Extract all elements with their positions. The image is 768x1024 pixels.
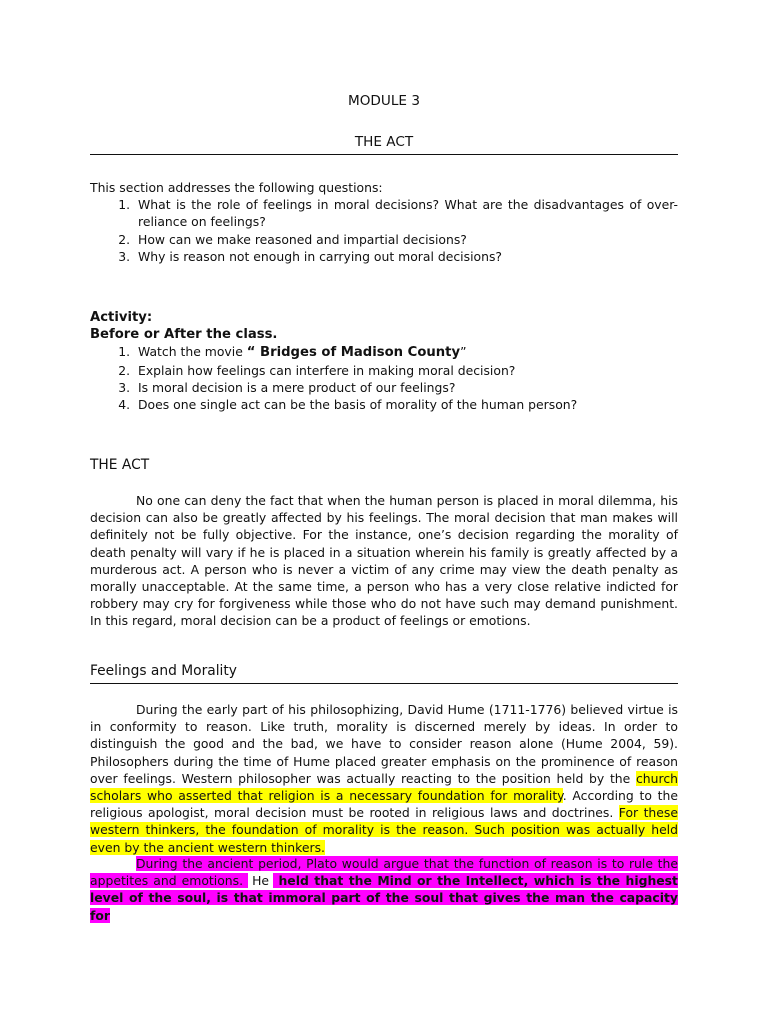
module-title: MODULE 3 xyxy=(348,93,420,109)
questions-list xyxy=(90,196,678,265)
act-title: THE ACT xyxy=(354,134,414,150)
question-item: 2. How can we make reasoned and impartial decisions? xyxy=(134,231,678,248)
feelings-rule xyxy=(90,683,678,684)
activity-heading: Activity: xyxy=(90,310,153,325)
activity-section xyxy=(90,309,678,413)
feelings-p1-text: During the early part of his philosophizing, David Hume (1711-1776) believed virtue is in conformity to reason. Like truth, morality is discerned merely by ideas. In order to distinguish the good and the bad, we have to consider reason alone (Hume 2004, 59). Philosophers during the time of Hume placed greater emphasis on the prominence of reason over feelings. Western philosopher was actually reacting to the position held by the xyxy=(90,702,678,786)
questions-section xyxy=(90,179,678,265)
activity-item: 2. Explain how feelings can interfere in making moral decision? xyxy=(134,362,678,379)
activity-item-suffix: ” xyxy=(460,344,467,360)
highlight-mind-intellect: held that the Mind or the Intellect, which is the highest level of the soul, is that immoral part of the soul that gives the man the capacity for xyxy=(90,873,678,923)
highlight-western-thinkers: For these western thinkers, the foundation of morality is the reason. Such position was actually held even by the ancient western thinkers. xyxy=(90,805,678,855)
intro-text: This section addresses the following questions: xyxy=(90,180,383,195)
activity-item-prefix: Watch the movie xyxy=(138,344,247,360)
activity-item: 3. Is moral decision is a mere product of our feelings? xyxy=(134,379,678,396)
feelings-heading: Feelings and Morality xyxy=(90,663,237,679)
title-rule xyxy=(90,154,678,155)
highlight-plato: During the ancient period, Plato would argue that the function of reason is to rule the appetites and emotions. xyxy=(90,856,678,889)
activity-subheading: Before or After the class. xyxy=(90,327,278,343)
highlight-church-scholars: church scholars who asserted that religion is a necessary foundation for morality xyxy=(90,770,678,804)
feelings-p1-text-2: . According to the religious apologist, moral decision must be rooted in religious laws and doctrines. xyxy=(90,788,678,821)
the-act-heading: THE ACT xyxy=(90,457,150,473)
activity-item xyxy=(134,343,678,361)
question-item: 1. What is the role of feelings in moral decisions? What are the disadvantages of over-reliance on feelings? xyxy=(134,196,678,230)
the-act-paragraph: No one can deny the fact that when the human person is placed in moral dilemma, his decision can also be greatly affected by his feelings. The moral decision that man makes will definitely not be fully objective. For the instance, one’s decision regarding the morality of death penalty will vary if he is placed in a situation wherein his family is greatly affected by a murderous act. A person who is never a victim of any crime may view the death penalty as morally unacceptable. At the same time, a person who has a very close relative indicted for robbery may cry for forgiveness while those who do not have such may demand punishment. In this regard, moral decision can be a product of feelings or emotions. xyxy=(90,493,678,629)
question-item: 3. Why is reason not enough in carrying out moral decisions? xyxy=(134,248,678,265)
feelings-paragraph-1 xyxy=(90,701,678,856)
activity-list xyxy=(90,343,678,413)
movie-title: “ Bridges of Madison County xyxy=(246,345,461,361)
feelings-paragraph-2 xyxy=(90,855,678,924)
activity-item: 4. Does one single act can be the basis of morality of the human person? xyxy=(134,396,678,413)
highlight-he: He xyxy=(248,873,273,888)
